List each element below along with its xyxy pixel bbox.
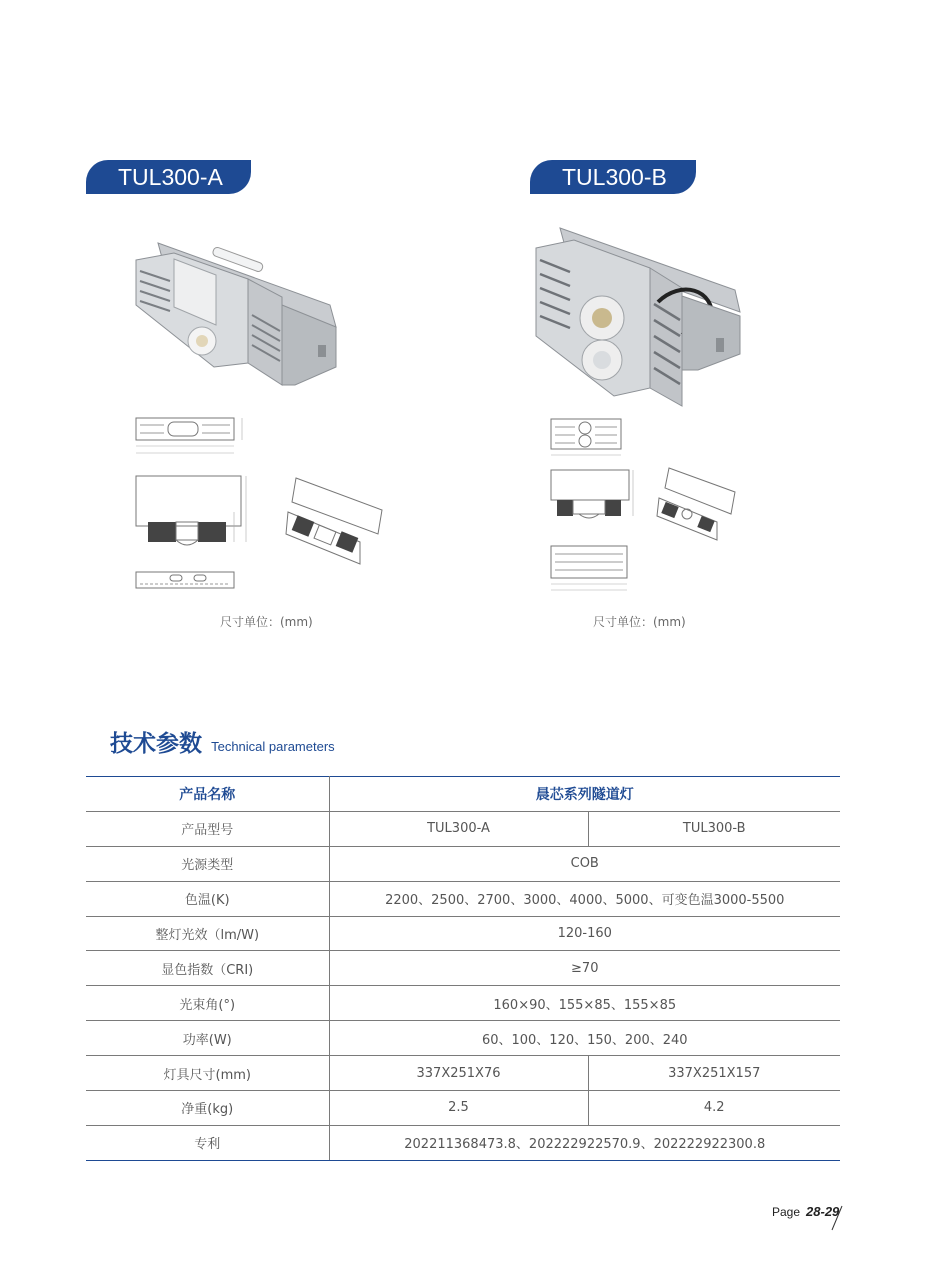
page-numbers: 28-29	[806, 1204, 840, 1219]
row-label: 整灯光效（lm/W)	[86, 916, 329, 951]
row-label: 净重(kg)	[86, 1091, 329, 1126]
row-label: 专利	[86, 1125, 329, 1160]
header-label: 产品名称	[86, 777, 329, 812]
row-value: COB	[329, 846, 840, 881]
row-value: ≥70	[329, 951, 840, 986]
header-value: 晨芯系列隧道灯	[329, 777, 840, 812]
row-value-b: 4.2	[588, 1091, 840, 1126]
row-value: 120-160	[329, 916, 840, 951]
model-tag-a: TUL300-A	[86, 160, 251, 194]
row-value-a: 2.5	[329, 1091, 588, 1126]
drawing-top-view-a	[130, 413, 250, 458]
section-title-en: Technical parameters	[211, 739, 335, 754]
table-row	[86, 881, 840, 916]
table-row	[86, 1021, 840, 1056]
table-row	[86, 951, 840, 986]
row-value-b: TUL300-B	[588, 811, 840, 846]
product-photo-b	[530, 220, 750, 410]
row-label: 灯具尺寸(mm)	[86, 1056, 329, 1091]
drawing-side-view-a	[130, 472, 255, 552]
unit-note-b: 尺寸单位：(mm)	[593, 615, 686, 629]
row-value-b: 337X251X157	[588, 1056, 840, 1091]
drawing-iso-view-a	[282, 472, 387, 567]
section-heading	[110, 725, 335, 758]
table-row	[86, 1125, 840, 1160]
row-value: 60、100、120、150、200、240	[329, 1021, 840, 1056]
row-value-a: 337X251X76	[329, 1056, 588, 1091]
unit-note-a: 尺寸单位：(mm)	[220, 615, 313, 629]
drawing-iso-view-b	[655, 462, 740, 542]
drawing-top-view-b	[545, 413, 630, 458]
table-row	[86, 1056, 840, 1091]
drawing-side-view-b	[545, 466, 640, 526]
row-label: 产品型号	[86, 811, 329, 846]
page-label: Page	[772, 1205, 801, 1219]
drawing-front-view-b	[545, 540, 635, 595]
row-label: 光源类型	[86, 846, 329, 881]
row-label: 显色指数（CRI)	[86, 951, 329, 986]
drawing-front-view-a	[130, 566, 240, 596]
row-label: 功率(W)	[86, 1021, 329, 1056]
page-slash-mark	[826, 1204, 846, 1234]
table-header-row	[86, 777, 840, 812]
row-value: 2200、2500、2700、3000、4000、5000、可变色温3000-5500	[329, 881, 840, 916]
row-value-a: TUL300-A	[329, 811, 588, 846]
row-label: 色温(K)	[86, 881, 329, 916]
table-row	[86, 811, 840, 846]
table-row	[86, 1091, 840, 1126]
row-label: 光束角(°)	[86, 986, 329, 1021]
model-tag-b: TUL300-B	[530, 160, 696, 194]
row-value: 202211368473.8、202222922570.9、202222922300.8	[329, 1125, 840, 1160]
table-row	[86, 846, 840, 881]
spec-table	[86, 776, 840, 1161]
table-row	[86, 916, 840, 951]
row-value: 160×90、155×85、155×85	[329, 986, 840, 1021]
table-row	[86, 986, 840, 1021]
section-title-cn: 技术参数	[110, 731, 202, 757]
product-photo-a	[130, 235, 345, 395]
